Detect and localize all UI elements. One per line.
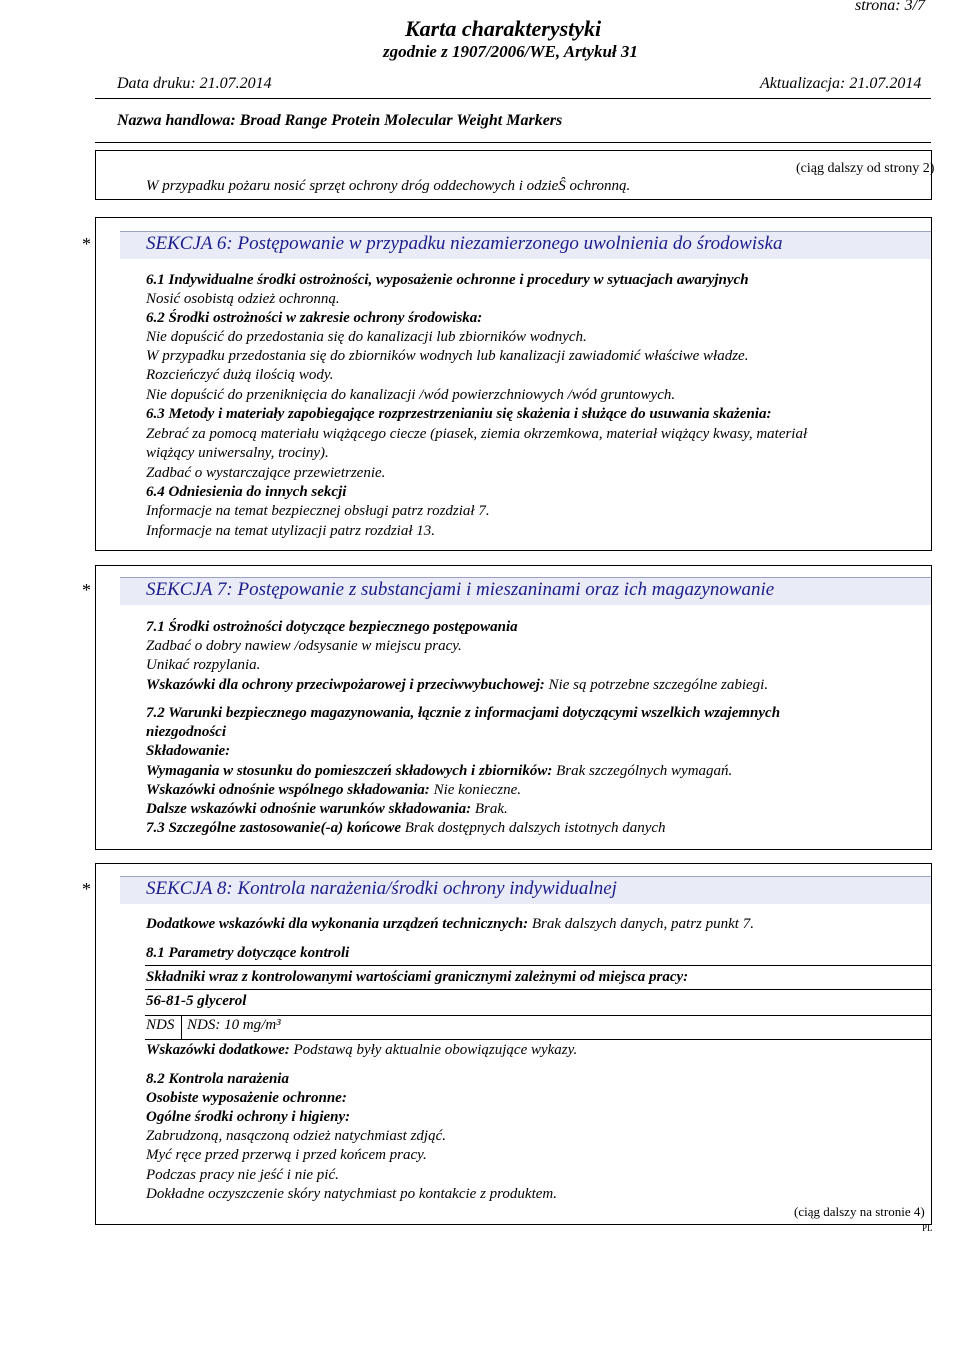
section-8-2-heading: 8.2 Kontrola narażenia xyxy=(146,1071,289,1087)
continued-from: (ciąg dalszy od strony 2) xyxy=(796,161,935,176)
continuation-box xyxy=(95,150,935,200)
section-6-2-heading: 6.2 Środki ostrożności w zakresie ochrony środowiska: xyxy=(146,310,483,326)
text-line: Nie dopuścić do przedostania się do kanalizacji lub zbiorników wodnych. xyxy=(146,329,587,345)
print-date: Data druku: 21.07.2014 xyxy=(117,75,272,92)
storage-heading: Składowanie: xyxy=(146,743,231,759)
section-7-1-heading: 7.1 Środki ostrożności dotyczące bezpiecznego postępowania xyxy=(146,619,518,635)
text-line: Informacje na temat utylizacji patrz rozdział 13. xyxy=(146,523,436,539)
technical-devices-value: Brak dalszych danych, patrz punkt 7. xyxy=(531,916,754,932)
section-8-1-heading: 8.1 Parametry dotyczące kontroli xyxy=(146,945,350,961)
page-number: strona: 3/7 xyxy=(855,0,926,14)
hygiene-heading: Ogólne środki ochrony i higieny: xyxy=(146,1109,351,1125)
text-line: Nie dopuścić do przeniknięcia do kanalizacji /wód powierzchniowych /wód gruntowych. xyxy=(146,387,676,403)
text-line: Podczas pracy nie jeść i nie pić. xyxy=(146,1167,339,1183)
joint-storage-value: Nie konieczne. xyxy=(433,782,522,798)
substance-name: 56-81-5 glycerol xyxy=(146,993,247,1009)
ppe-heading: Osobiste wyposażenie ochronne: xyxy=(146,1090,347,1106)
text-line: Informacje na temat bezpiecznej obsługi patrz rozdział 7. xyxy=(146,503,490,519)
text-line: Zabrudzoną, nasączoną odzież natychmiast zdjąć. xyxy=(146,1128,446,1144)
text-line: Zadbać o dobry nawiew /odsysanie w miejscu pracy. xyxy=(146,638,462,654)
additional-notes-label: Wskazówki dodatkowe: xyxy=(146,1042,290,1058)
section-7-star: * xyxy=(82,580,91,600)
text-line: Zebrać za pomocą materiału wiążącego ciecze (piasek, ziemia okrzemkowa, materiał wiążący kwasy, materiał xyxy=(146,426,808,442)
additional-notes-line xyxy=(146,1042,577,1059)
text-line: Unikać rozpylania. xyxy=(146,657,261,673)
section-8-star: * xyxy=(82,879,91,899)
text-line: Dokładne oczyszczenie skóry natychmiast po kontakcie z produktem. xyxy=(146,1186,557,1202)
end-use-label: 7.3 Szczególne zastosowanie(-a) końcowe xyxy=(146,820,401,836)
section-6-star: * xyxy=(82,234,91,254)
end-use-value: Brak dostępnych dalszych istotnych danych xyxy=(404,820,666,836)
further-storage-line xyxy=(146,801,508,818)
further-storage-value: Brak. xyxy=(474,801,508,817)
technical-devices-line xyxy=(146,916,754,933)
update-date: Aktualizacja: 21.07.2014 xyxy=(760,75,922,92)
language-code: PL xyxy=(922,1223,933,1233)
nds-label: NDS xyxy=(146,1017,175,1033)
fire-protection-line xyxy=(146,677,768,694)
text-line: W przypadku przedostania się do zbiorników wodnych lub kanalizacji zawiadomić właściwe władze. xyxy=(146,348,749,364)
text-line: Zadbać o wystarczające przewietrzenie. xyxy=(146,465,386,481)
section-7-title: SEKCJA 7: Postępowanie z substancjami i mieszaninami oraz ich magazynowanie xyxy=(146,579,775,600)
text-line: Rozcieńczyć dużą ilością wody. xyxy=(146,367,334,383)
section-6-3-heading: 6.3 Metody i materiały zapobiegające rozprzestrzenianiu się skażenia i służące do usuwania skażenia: xyxy=(146,406,772,422)
storage-requirements-label: Wymagania w stosunku do pomieszczeń składowych i zbiorników: xyxy=(146,763,553,779)
text-line: Myć ręce przed przerwą i przed końcem pracy. xyxy=(146,1147,427,1163)
joint-storage-line xyxy=(146,782,521,799)
storage-requirements-value: Brak szczególnych wymagań. xyxy=(556,763,733,779)
storage-requirements-line xyxy=(146,763,732,780)
document-subtitle: zgodnie z 1907/2006/WE, Artykuł 31 xyxy=(383,42,638,61)
product-name: Nazwa handlowa: Broad Range Protein Molecular Weight Markers xyxy=(117,112,563,129)
fire-protection-value: Nie są potrzebne szczególne zabiegi. xyxy=(548,677,769,693)
end-use-line xyxy=(146,820,666,837)
technical-devices-label: Dodatkowe wskazówki dla wykonania urządzeń technicznych: xyxy=(146,916,529,932)
limit-values-heading: Składniki wraz z kontrolowanymi wartościami granicznymi zależnymi od miejsca pracy: xyxy=(146,969,689,985)
additional-notes-value: Podstawą były aktualnie obowiązujące wykazy. xyxy=(293,1042,578,1058)
text-line: wiążący uniwersalny, trociny). xyxy=(146,445,329,461)
document-title: Karta charakterystyki xyxy=(405,16,602,41)
section-6-title: SEKCJA 6: Postępowanie w przypadku niezamierzonego uwolnienia do środowiska xyxy=(146,233,783,254)
nds-value: NDS: 10 mg/m³ xyxy=(187,1017,281,1033)
fire-protection-label: Wskazówki dla ochrony przeciwpożarowej i przeciwwybuchowej: xyxy=(146,677,545,693)
continued-on: (ciąg dalszy na stronie 4) xyxy=(794,1204,925,1219)
fire-text: W przypadku pożaru nosić sprzęt ochrony dróg oddechowych i odzieŜ ochronną. xyxy=(146,178,631,194)
joint-storage-label: Wskazówki odnośnie wspólnego składowania: xyxy=(146,782,430,798)
further-storage-label: Dalsze wskazówki odnośnie warunków składowania: xyxy=(146,801,472,817)
section-8-title: SEKCJA 8: Kontrola narażenia/środki ochrony indywidualnej xyxy=(146,878,617,899)
section-7-2-heading-cont: niezgodności xyxy=(146,724,227,740)
section-6-1-heading: 6.1 Indywidualne środki ostrożności, wyposażenie ochronne i procedury w sytuacjach awaryjnych xyxy=(146,272,749,288)
section-6-4-heading: 6.4 Odniesienia do innych sekcji xyxy=(146,484,347,500)
section-7-2-heading: 7.2 Warunki bezpiecznego magazynowania, łącznie z informacjami dotyczącymi wszelkich wzajemnych xyxy=(146,705,781,721)
text-line: Nosić osobistą odzież ochronną. xyxy=(146,291,340,307)
